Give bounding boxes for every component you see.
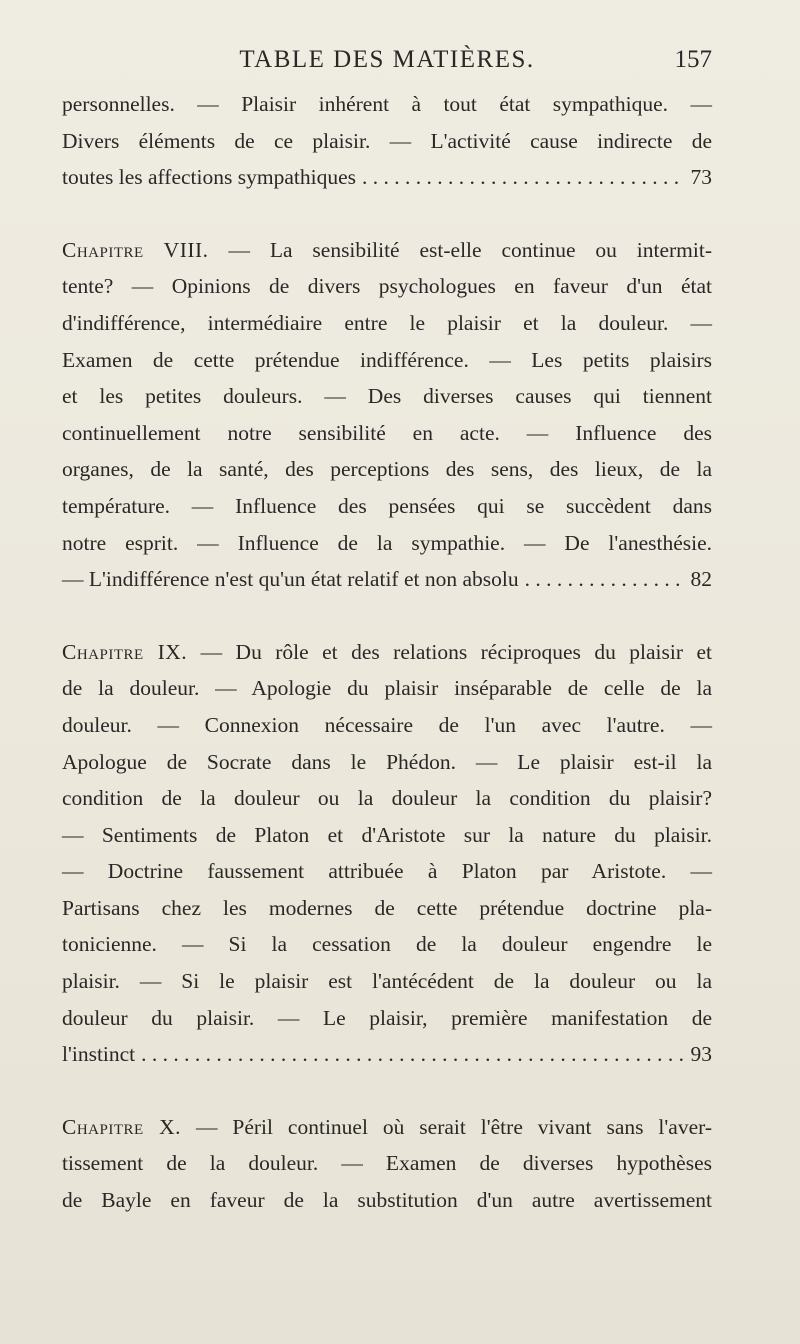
running-header bbox=[62, 46, 712, 82]
toc-line bbox=[62, 1109, 712, 1146]
toc-line: Examen de cette prétendue indifférence. — Les petits plaisirs bbox=[62, 347, 712, 372]
toc-leader-text: l'instinct bbox=[62, 1042, 136, 1067]
toc-line: continuellement notre sensibilité en acte. — Influence des bbox=[62, 420, 712, 445]
toc-line: plaisir. — Si le plaisir est l'antécédent de la douleur ou la bbox=[62, 969, 712, 994]
toc-line: tente? — Opinions de divers psychologues en faveur d'un état bbox=[62, 274, 712, 299]
toc-entry-chapter-10 bbox=[62, 1109, 712, 1219]
toc-line: — Sentiments de Platon et d'Aristote sur la nature du plaisir. bbox=[62, 822, 712, 847]
toc-line bbox=[62, 232, 712, 269]
header-title: TABLE DES MATIÈRES. bbox=[239, 46, 535, 73]
toc-line: condition de la douleur ou la douleur la condition du plaisir? bbox=[62, 786, 712, 811]
toc-line bbox=[62, 634, 712, 671]
toc-leader-line bbox=[62, 1036, 712, 1073]
toc-page-number: 93 bbox=[690, 1042, 712, 1067]
toc-leader-line bbox=[62, 561, 712, 598]
toc-line: tissement de la douleur. — Examen de diverses hypothèses bbox=[62, 1151, 712, 1176]
toc-leader-text: toutes les affections sympathiques bbox=[62, 165, 356, 190]
toc-line: Partisans chez les modernes de cette prétendue doctrine pla- bbox=[62, 895, 712, 920]
toc-line: température. — Influence des pensées qui se succèdent dans bbox=[62, 493, 712, 518]
dot-leader bbox=[525, 561, 685, 598]
toc-line-text: — Du rôle et des relations réciproques du plaisir et bbox=[187, 639, 712, 664]
toc-leader-text: — L'indifférence n'est qu'un état relatif et non absolu bbox=[62, 567, 519, 592]
toc-line: douleur du plaisir. — Le plaisir, première manifestation de bbox=[62, 1005, 712, 1030]
toc-line: — Doctrine faussement attribuée à Platon par Aristote. — bbox=[62, 859, 712, 884]
chapter-label: Chapitre IX. bbox=[62, 639, 188, 664]
chapter-label: Chapitre X. bbox=[62, 1114, 182, 1139]
toc-line: Divers éléments de ce plaisir. — L'activité cause indirecte de bbox=[62, 128, 712, 153]
toc-line: personnelles. — Plaisir inhérent à tout état sympathique. — bbox=[62, 92, 712, 116]
chapter-label: Chapitre VIII. bbox=[62, 237, 209, 262]
toc-page-number: 73 bbox=[690, 165, 712, 190]
toc-line: tonicienne. — Si la cessation de la douleur engendre le bbox=[62, 932, 712, 957]
toc-line: et les petites douleurs. — Des diverses causes qui tiennent bbox=[62, 384, 712, 409]
toc-line: Apologue de Socrate dans le Phédon. — Le plaisir est-il la bbox=[62, 749, 712, 774]
toc-entry-continuation bbox=[62, 86, 712, 196]
toc-page-number: 82 bbox=[690, 567, 712, 592]
toc-line: notre esprit. — Influence de la sympathie. — De l'anesthésie. bbox=[62, 530, 712, 555]
toc-line-text: — La sensibilité est-elle continue ou intermit- bbox=[208, 237, 712, 262]
table-of-contents bbox=[62, 86, 712, 1219]
toc-line: organes, de la santé, des perceptions des sens, des lieux, de la bbox=[62, 457, 712, 482]
header-page-number: 157 bbox=[674, 46, 712, 73]
dot-leader bbox=[362, 159, 685, 196]
toc-line: d'indifférence, intermédiaire entre le plaisir et la douleur. — bbox=[62, 310, 712, 335]
toc-line: de la douleur. — Apologie du plaisir inséparable de celle de la bbox=[62, 676, 712, 701]
dot-leader bbox=[141, 1036, 684, 1073]
toc-line: douleur. — Connexion nécessaire de l'un avec l'autre. — bbox=[62, 712, 712, 737]
toc-leader-line bbox=[62, 159, 712, 196]
toc-entry-chapter-9 bbox=[62, 634, 712, 1073]
toc-line: de Bayle en faveur de la substitution d'un autre avertissement bbox=[62, 1188, 712, 1213]
toc-entry-chapter-8 bbox=[62, 232, 712, 598]
toc-line-text: — Péril continuel où serait l'être vivant sans l'aver- bbox=[181, 1114, 712, 1139]
